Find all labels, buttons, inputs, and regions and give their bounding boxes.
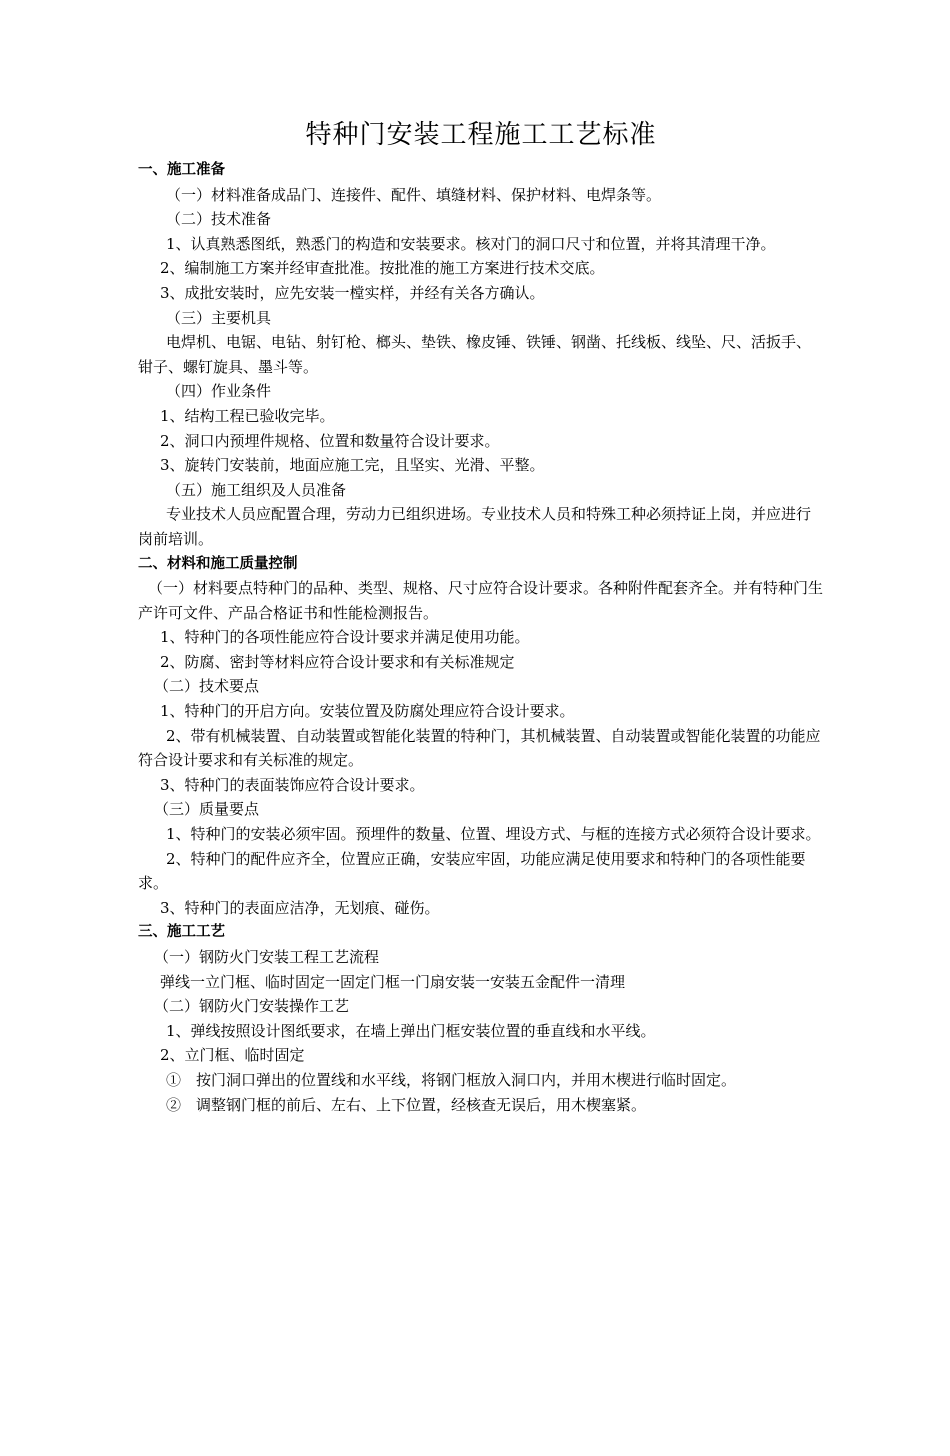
paragraph-line: （三）主要机具 [166, 308, 272, 327]
paragraph-line: 1、特种门的开启方向。安装位置及防腐处理应符合设计要求。 [160, 702, 575, 721]
paragraph-line: 2、防腐、密封等材料应符合设计要求和有关标准规定 [160, 652, 515, 671]
paragraph-line: 1、弹线按照设计图纸要求，在墙上弹出门框安装位置的垂直线和水平线。 [166, 1021, 656, 1040]
paragraph-line: 2、立门框、临时固定 [160, 1046, 305, 1065]
section-heading: 三、施工工艺 [138, 924, 225, 941]
paragraph-line: 3、成批安装时，应先安装一樘实样，并经有关各方确认。 [160, 283, 545, 302]
paragraph-line: 1、认真熟悉图纸，熟悉门的构造和安装要求。核对门的洞口尺寸和位置，并将其清理干净。 [166, 234, 776, 253]
paragraph-line: （五）施工组织及人员准备 [166, 480, 347, 499]
paragraph-line: 1、特种门的安装必须牢固。预埋件的数量、位置、埋设方式、与框的连接方式必须符合设计要求。 [166, 825, 821, 844]
paragraph-line: ① 按门洞口弹出的位置线和水平线，将钢门框放入洞口内，并用木楔进行临时固定。 [166, 1070, 737, 1089]
paragraph-line: 2、洞口内预埋件规格、位置和数量符合设计要求。 [160, 431, 500, 450]
section-heading: 二、材料和施工质量控制 [138, 555, 298, 572]
paragraph-line: 2、编制施工方案并经审查批准。按批准的施工方案进行技术交底。 [160, 259, 605, 278]
paragraph-line: 专业技术人员应配置合理，劳动力已组织进场。专业技术人员和特殊工种必须持证上岗，并应进行岗前培训。 [138, 505, 812, 548]
paragraph-line: （二）技术准备 [166, 210, 272, 229]
document-body [138, 158, 824, 1117]
paragraph-line: 1、特种门的各项性能应符合设计要求并满足使用功能。 [160, 628, 530, 647]
paragraph-line: （一）材料准备成品门、连接件、配件、填缝材料、保护材料、电焊条等。 [166, 185, 662, 204]
paragraph-line: 弹线一立门框、临时固定一固定门框一门扇安装一安装五金配件一清理 [160, 972, 626, 991]
paragraph-line: （四）作业条件 [166, 382, 272, 401]
paragraph-line: 2、特种门的配件应齐全，位置应正确，安装应牢固，功能应满足使用要求和特种门的各项性能要求。 [138, 849, 806, 893]
paragraph-line: 1、结构工程已验收完毕。 [160, 406, 335, 425]
paragraph-line: （二）技术要点 [154, 677, 260, 696]
paragraph-line: 电焊机、电锯、电钻、射钉枪、榔头、垫铁、橡皮锤、铁锤、钢凿、托线板、线坠、尺、活扳手、钳子、螺钉旋具、墨斗等。 [138, 333, 812, 376]
paragraph-line: 3、特种门的表面应洁净，无划痕、碰伤。 [160, 898, 440, 917]
paragraph-line: ② 调整钢门框的前后、左右、上下位置，经核查无误后，用木楔塞紧。 [166, 1095, 647, 1114]
paragraph-line: （二）钢防火门安装操作工艺 [154, 997, 350, 1016]
paragraph-line: 3、旋转门安装前，地面应施工完，且坚实、光滑、平整。 [160, 456, 545, 475]
paragraph-line: （三）质量要点 [154, 800, 260, 819]
paragraph-line: 产许可文件、产品合格证书和性能检测报告。 [138, 603, 439, 622]
document-title: 特种门安装工程施工工艺标准 [305, 120, 657, 150]
paragraph-line: （一）材料要点特种门的品种、类型、规格、尺寸应符合设计要求。各种附件配套齐全。并有特种门生 [148, 579, 824, 598]
section-heading: 一、施工准备 [138, 162, 225, 178]
paragraph-line: 3、特种门的表面装饰应符合设计要求。 [160, 775, 425, 794]
document-page [0, 112, 950, 1456]
paragraph-line: （一）钢防火门安装工程工艺流程 [154, 948, 380, 966]
paragraph-line: 2、带有机械装置、自动装置或智能化装置的特种门，其机械装置、自动装置或智能化装置的功能应符合设计要求和有关标准的规定。 [138, 726, 821, 770]
